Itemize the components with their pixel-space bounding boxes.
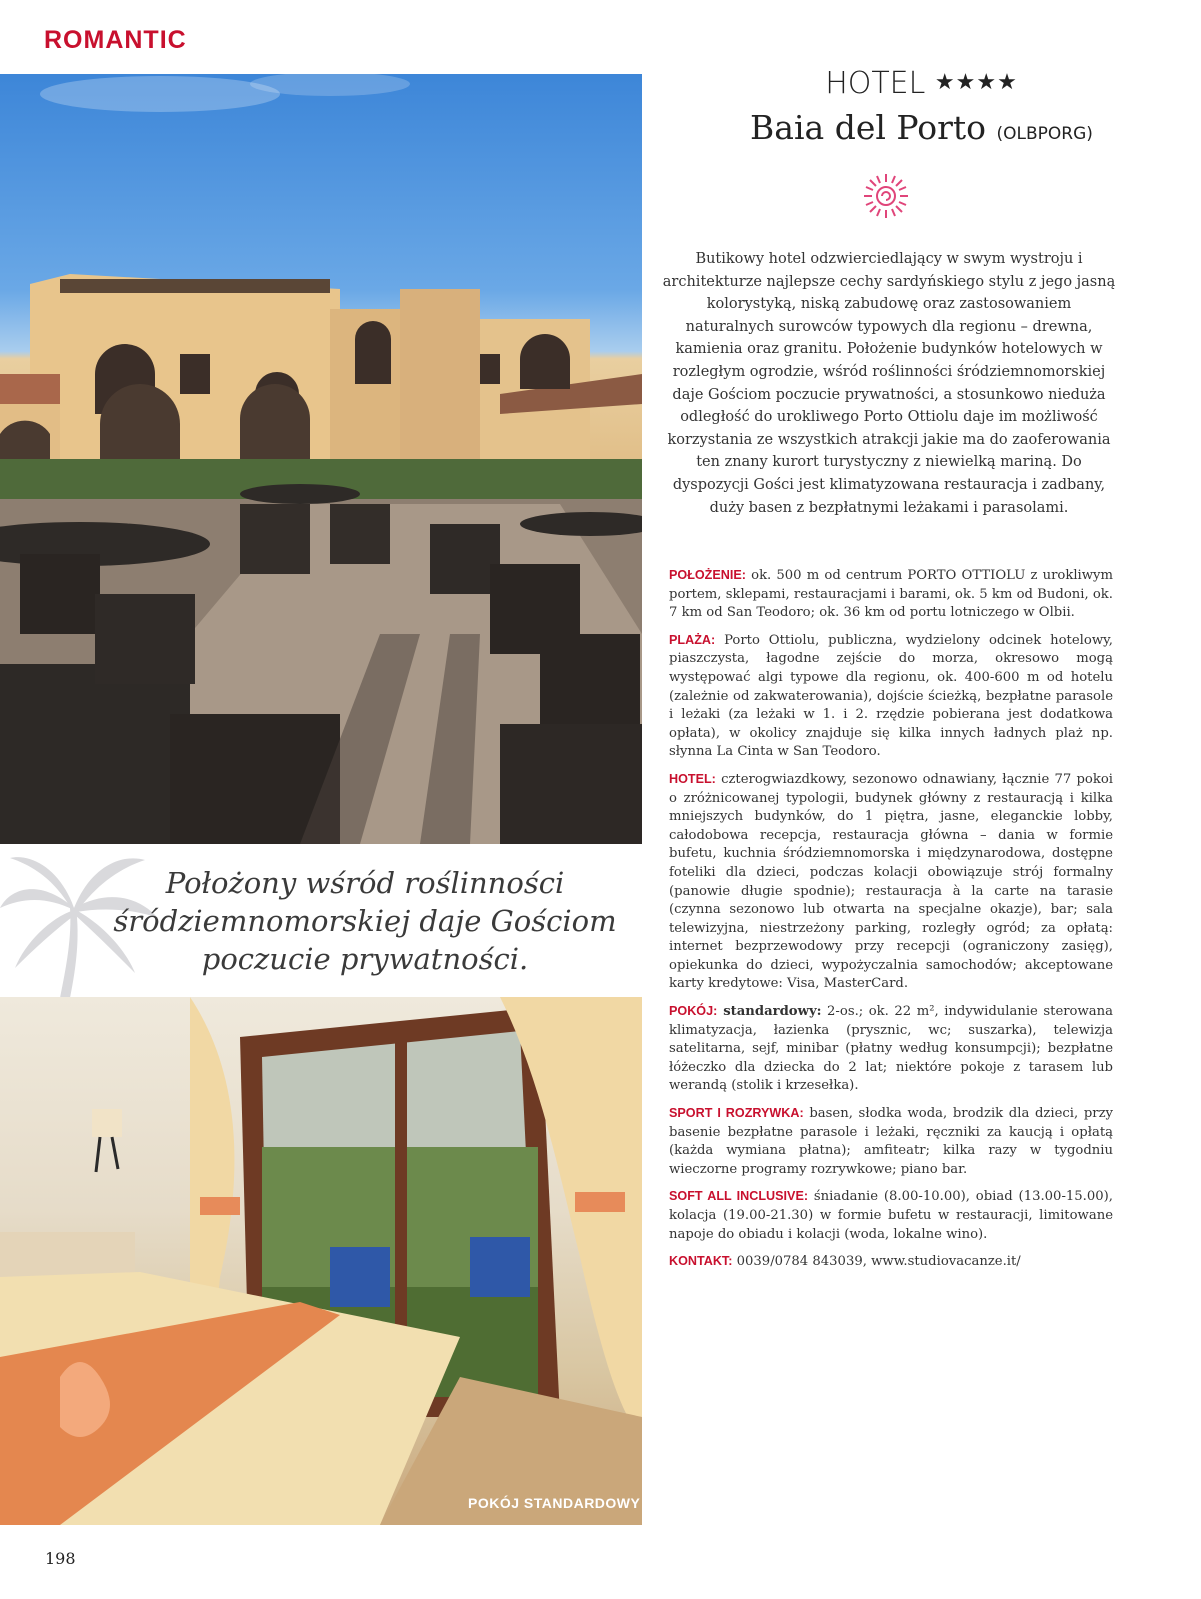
hotel-details [669, 566, 1113, 1280]
soft-all-inclusive-text: śniadanie (8.00-10.00), obiad (13.00-15.00), kolacja (19.00-21.30) w formie bufetu w restauracji, limitowane napoje do obiadu i kolacji (woda, lokalne wino). [669, 1189, 1113, 1242]
sun-icon [862, 172, 910, 220]
hotel-word: HOTEL [825, 66, 926, 101]
location-text: ok. 500 m od centrum PORTO OTTIOLU z urokliwym portem, sklepami, restauracjami i barami, ok. 5 km od Budoni, ok. 7 km od San Teodoro; ok. 36 km od portu lotniczego w Olbii. [669, 568, 1113, 621]
beach-text: Porto Ottiolu, publiczna, wydzielony odcinek hotelowy, piaszczysta, łagodne zejście do morza, okresowo mogą występować algi typowe dla regionu, ok. 400-600 m od hotelu (zależnie od zakwaterowania), dojście ścieżką, bezpłatne parasole i leżaki (za leżaki w 1. i 2. rzędzie pobierana jest dodatkowa opłata), w okolicy znajduje się kilka innych ładnych plaż np. słynna La Cinta w San Teodoro. [669, 632, 1113, 760]
room-type: standardowy: [717, 1004, 822, 1020]
hotel-text: czterogwiazdkowy, sezonowo odnawiany, łącznie 77 pokoi o zróżnicowanej typologii, budynek główny z restauracją i kilka mniejszych budynków, do 1 piętra, jasne, eleganckie lobby, całodobowa recepcja, restauracja główna – dania w formie bufetu, kuchnia śródziemnomorska i międzynarodowa, dostępne foteliki dla dzieci, podczas kolacji obowiązuje strój formalny (panowie długie spodnie); restauracja à la carte na tarasie (czynna sezonowo lub otwarta na specjalne okazje), bar; sala telewizyjna, niestrzeżony parking, rozległy ogród; za opłatą: internet bezprzewodowy przy recepcji (ograniczony zasięg), opiekunka do dzieci, wypożyczalnia samochodów; akceptowane karty kredytowe: Visa, MasterCard. [669, 771, 1113, 992]
room-illustration [0, 997, 642, 1525]
sport-text: basen, słodka woda, brodzik dla dzieci, przy basenie bezpłatne parasole i leżaki, ręczniki za kaucją i opłatą (każda wymiana płatna); amfiteatr; kilka razy w tygodniu wieczorne programy rozrywkowe; piano bar. [669, 1106, 1113, 1177]
soft-all-inclusive-label: SOFT ALL INCLUSIVE: [669, 1189, 809, 1204]
hotel-name: Baia del Porto [750, 108, 987, 147]
sport-label: SPORT I ROZRYWKA: [669, 1106, 804, 1121]
hotel-title [642, 108, 1201, 147]
room-paragraph [669, 1002, 1113, 1096]
contact-label: KONTAKT: [669, 1254, 733, 1269]
contact-text[interactable]: 0039/0784 843039, www.studiovacanze.it/ [732, 1254, 1021, 1270]
section-label: ROMANTIC [44, 26, 187, 54]
location-paragraph [669, 566, 1113, 623]
sport-paragraph [669, 1104, 1113, 1179]
soft-all-inclusive-paragraph [669, 1187, 1113, 1244]
contact-paragraph [669, 1252, 1113, 1272]
room-photo [0, 997, 642, 1525]
hotel-region-code: (OLBPORG) [996, 124, 1093, 144]
terrace-illustration [0, 74, 642, 844]
hotel-label: HOTEL: [669, 771, 716, 786]
beach-label: PLAŻA: [669, 632, 716, 647]
page-number: 198 [45, 1549, 76, 1568]
hotel-category [642, 66, 1201, 101]
hotel-paragraph [669, 770, 1113, 994]
beach-paragraph [669, 631, 1113, 762]
location-label: POŁOŻENIE: [669, 568, 746, 582]
star-rating: ★★★★ [934, 70, 1018, 95]
terrace-photo [0, 74, 642, 844]
pull-quote: Położony wśród roślinności śródziemnomorskiej daje Gościom poczucie prywatności. [113, 866, 617, 976]
room-text: 2-os.; ok. 22 m², indywidulanie sterowana klimatyzacja, łazienka (prysznic, wc; suszarka), telewizja satelitarna, sejf, minibar (płatny według konsumpcji); bezpłatne łóżeczko dla dziecka do 2 lat; niektóre pokoje z tarasem lub werandą (stolik i krzesełka). [669, 1004, 1113, 1094]
room-label: POKÓJ: [669, 1004, 718, 1019]
room-caption: POKÓJ STANDARDOWY [468, 1495, 641, 1511]
intro-paragraph: Butikowy hotel odzwierciedlający w swym wystroju i architekturze najlepsze cechy sardyńskiego stylu z jego jasną kolorystyką, niską zabudowę oraz zastosowaniem naturalnych surowców typowych dla regionu – drewna, kamienia oraz granitu. Położenie budynków hotelowych w rozległym ogrodzie, wśród roślinności śródziemnomorskiej daje Gościom poczucie prywatności, a stosunkowo niedużа odległość do urokliwego Porto Ottiolu daje im możliwość korzystania ze wszystkich atrakcji jakie ma do zaoferowania ten znany kurort turystyczny z niewielką mariną. Do dyspozycji Gości jest klimatyzowana restauracja i zadbany, duży basen z bezpłatnymi leżakami i parasolami. [662, 251, 1116, 516]
